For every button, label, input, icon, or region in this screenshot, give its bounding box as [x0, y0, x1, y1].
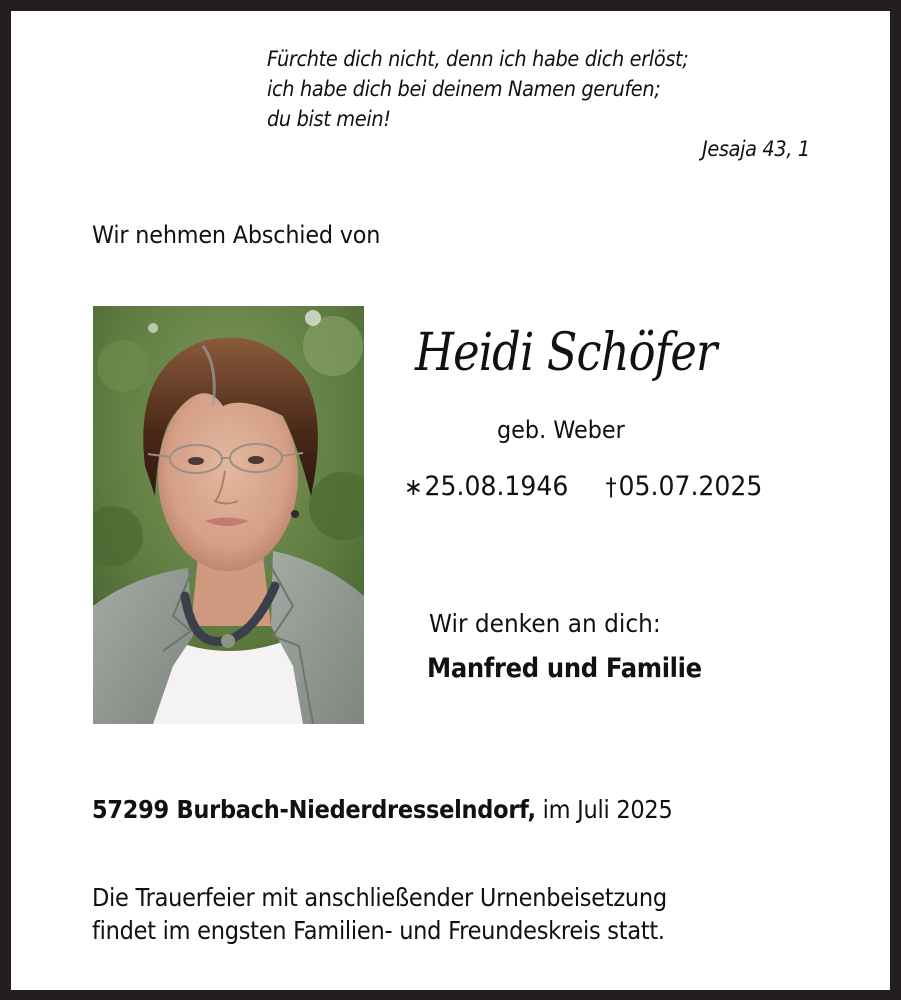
mourners-names: Manfred und Familie	[427, 653, 702, 684]
date: im Juli 2025	[542, 795, 673, 824]
verse-line: du bist mein!	[267, 107, 391, 132]
place-and-date	[92, 795, 673, 824]
death-date: 05.07.2025	[618, 471, 763, 502]
place: 57299 Burbach-Niederdresselndorf,	[92, 795, 536, 824]
verse-citation: Jesaja 43, 1	[702, 137, 810, 162]
mourners-intro: Wir denken an dich:	[429, 609, 661, 638]
death-cross-icon: †	[605, 473, 617, 501]
ceremony-line: findet im engsten Familien- und Freundeskreis statt.	[92, 916, 665, 945]
deceased-name: Heidi Schöfer	[415, 323, 717, 383]
portrait-photo	[93, 306, 364, 724]
birth-star-icon: ∗	[404, 473, 423, 501]
birth-date: 25.08.1946	[424, 471, 569, 502]
maiden-name: geb. Weber	[497, 416, 625, 444]
portrait-image	[93, 306, 364, 724]
verse-line: Fürchte dich nicht, denn ich habe dich erlöst;	[267, 47, 689, 72]
ceremony-line: Die Trauerfeier mit anschließender Urnenbeisetzung	[92, 883, 667, 912]
farewell-intro: Wir nehmen Abschied von	[92, 221, 381, 249]
life-dates	[404, 471, 762, 502]
obituary-card	[11, 11, 890, 990]
ceremony-notice	[92, 881, 667, 947]
bible-verse	[267, 45, 688, 135]
verse-line: ich habe dich bei deinem Namen gerufen;	[267, 77, 661, 102]
